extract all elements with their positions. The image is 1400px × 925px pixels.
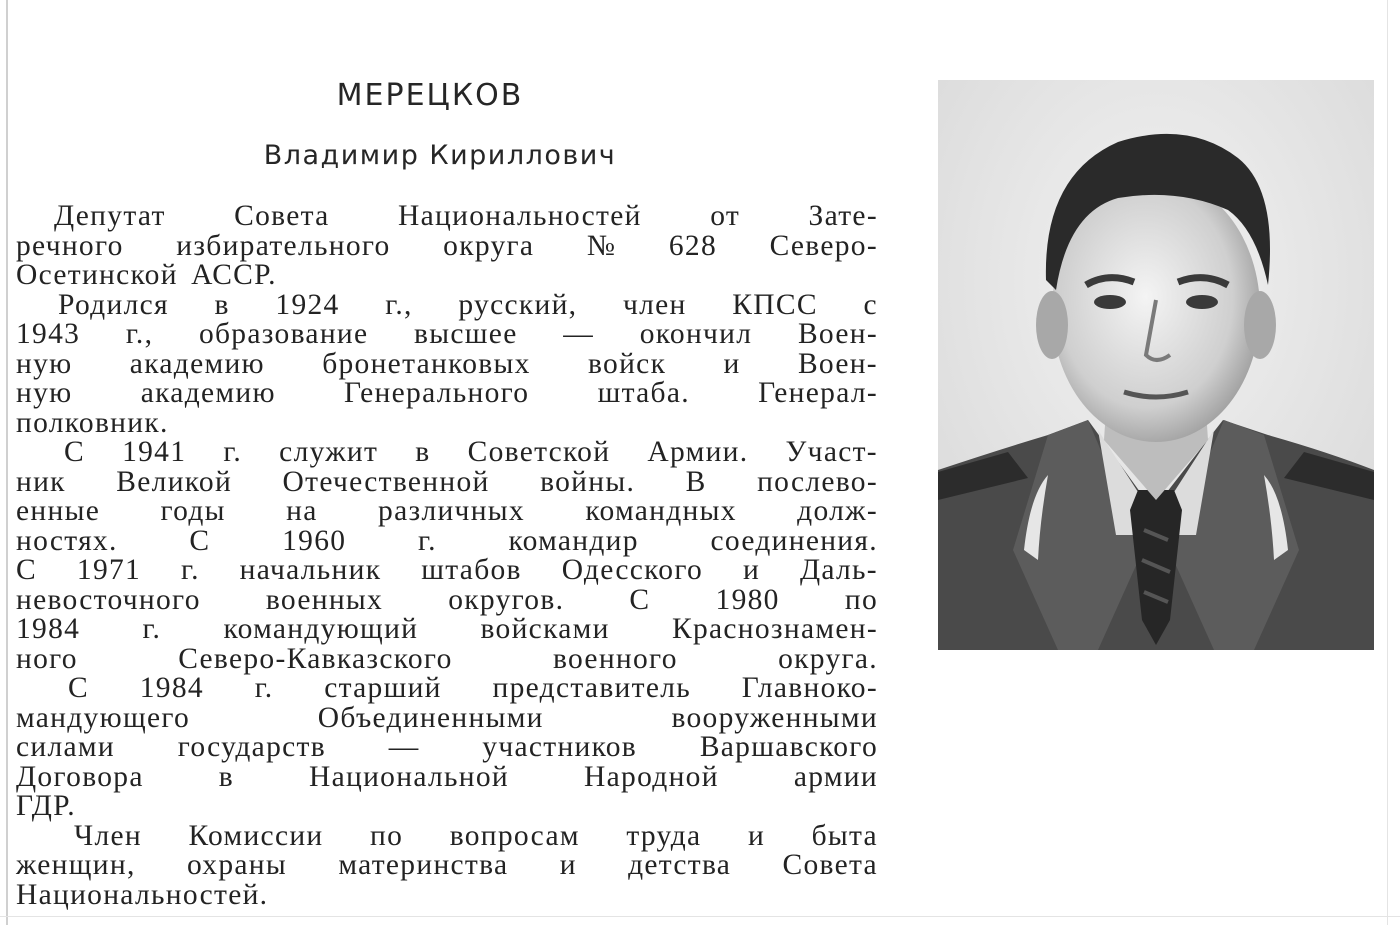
bio-word: охраны	[186, 849, 287, 881]
bio-word: государств	[177, 731, 326, 763]
bio-word: силами	[16, 731, 115, 763]
bio-word: на	[286, 495, 318, 527]
bio-word: материнства	[338, 849, 509, 881]
bio-word: 1960	[282, 524, 347, 557]
bio-line	[16, 202, 878, 232]
bio-word: Советской	[467, 436, 611, 468]
bio-word: армии	[793, 760, 878, 793]
bio-word: образование	[198, 318, 369, 350]
bio-line	[16, 760, 878, 793]
bio-word: Член	[74, 819, 142, 852]
bio-line	[16, 379, 878, 409]
bio-word: №	[586, 229, 617, 262]
bio-word: Комиссии	[188, 819, 324, 852]
bio-word: долж-	[797, 495, 878, 527]
bio-line	[16, 615, 878, 645]
bio-word: и	[559, 849, 577, 881]
bio-word: и	[747, 819, 766, 852]
scan-edge-right	[1387, 0, 1388, 925]
bio-word: Совета	[234, 200, 330, 232]
bio-word: командных	[585, 495, 737, 527]
bio-word: Воен-	[797, 347, 878, 380]
scan-edge-bottom	[0, 916, 1400, 917]
bio-word: невосточного	[16, 583, 201, 616]
bio-word: г.	[254, 672, 274, 704]
bio-word: штаба.	[597, 377, 690, 409]
bio-word: Краснознамен-	[671, 613, 878, 645]
bio-line	[16, 642, 878, 675]
bio-word: послево-	[757, 465, 878, 498]
bio-word: КПСС	[732, 288, 818, 321]
bio-line	[16, 320, 878, 350]
bio-word: по	[844, 583, 878, 616]
bio-line	[16, 733, 878, 763]
bio-word: годы	[160, 495, 226, 527]
bio-word: военного	[553, 642, 678, 675]
bio-word: Воен-	[797, 318, 878, 350]
bio-word: бронетанковых	[322, 347, 531, 380]
bio-word: с	[863, 288, 878, 321]
bio-word: 1941	[122, 436, 187, 468]
bio-word: быта	[811, 819, 878, 852]
bio-word: Совета	[782, 849, 878, 881]
bio-line	[16, 792, 878, 822]
bio-word: Народной	[584, 760, 719, 793]
bio-word: соединения.	[710, 524, 878, 557]
scan-edge-left	[6, 0, 8, 925]
bio-word: енные	[16, 495, 101, 527]
bio-word: С	[64, 436, 85, 468]
bio-word: войны.	[540, 465, 636, 498]
bio-word: Даль-	[799, 554, 878, 586]
bio-line	[16, 497, 878, 527]
bio-word: В	[685, 465, 707, 498]
bio-word: Участ-	[785, 436, 878, 468]
bio-word: Главноко-	[741, 672, 878, 704]
bio-word: г.	[223, 436, 243, 468]
bio-word: войск	[588, 347, 667, 380]
bio-line	[16, 556, 878, 586]
bio-word: и	[742, 554, 761, 586]
bio-word: г.,	[125, 318, 154, 350]
bio-word: ную	[16, 377, 73, 409]
bio-word: вопросам	[449, 819, 580, 852]
bio-word: начальник	[239, 554, 382, 586]
bio-word: С	[629, 583, 651, 616]
bio-line	[16, 438, 878, 468]
bio-word: 1984	[139, 672, 204, 704]
bio-word: Родился	[58, 288, 169, 321]
bio-line	[16, 674, 878, 704]
bio-word: командующий	[223, 613, 419, 645]
bio-word: 1924	[275, 288, 340, 321]
bio-word: Одесского	[561, 554, 704, 586]
bio-word: избирательного	[176, 229, 391, 262]
bio-word: округа.	[778, 642, 878, 675]
bio-word: по	[370, 819, 404, 852]
bio-word: академию	[129, 347, 265, 380]
bio-word: г.	[142, 613, 162, 645]
bio-word: 1980	[715, 583, 780, 616]
bio-line	[16, 347, 878, 380]
bio-word: округов.	[448, 583, 565, 616]
bio-word: и	[723, 347, 741, 380]
bio-word: окончил	[639, 318, 753, 350]
bio-word: ного	[16, 642, 78, 675]
bio-word: вооруженными	[671, 701, 878, 734]
bio-word: от	[710, 200, 741, 232]
bio-word: представитель	[492, 672, 691, 704]
bio-word: женщин,	[16, 849, 136, 881]
bio-word: штабов	[421, 554, 522, 586]
bio-line	[16, 261, 878, 291]
bio-word: речного	[16, 229, 124, 262]
bio-word: С	[16, 554, 37, 586]
bio-word: 1943	[16, 318, 81, 350]
bio-line	[16, 583, 878, 616]
bio-word: командир	[508, 524, 639, 557]
bio-line	[16, 878, 878, 911]
bio-word: полковник.	[16, 406, 169, 439]
bio-word: член	[623, 288, 687, 321]
bio-word: в	[218, 760, 234, 793]
bio-line	[16, 229, 878, 262]
bio-word: Осетинской	[16, 259, 178, 291]
bio-word: в	[214, 288, 230, 321]
portrait-illustration	[938, 80, 1374, 650]
bio-line	[16, 524, 878, 557]
biography-text	[16, 202, 878, 910]
bio-word: Генерального	[344, 377, 530, 409]
bio-word: детства	[628, 849, 732, 881]
bio-word: г.	[181, 554, 200, 586]
bio-word: старший	[324, 672, 442, 704]
bio-word: труда	[626, 819, 702, 852]
bio-line	[16, 465, 878, 498]
bio-word: Национальностей	[398, 200, 642, 232]
bio-line	[16, 701, 878, 734]
bio-word: Объединенными	[317, 701, 544, 734]
bio-word: высшее	[414, 318, 518, 350]
bio-word: в	[415, 436, 431, 468]
bio-word: Зате-	[808, 200, 878, 232]
bio-line	[16, 819, 878, 852]
bio-word: академию	[140, 377, 276, 409]
bio-word: 1984	[16, 613, 81, 645]
bio-word: ник	[16, 465, 66, 498]
bio-word: Национальной	[309, 760, 509, 793]
bio-word: различных	[378, 495, 525, 527]
bio-word: Генерал-	[758, 377, 878, 409]
bio-word: ГДР.	[16, 790, 76, 822]
bio-word: Отечественной	[282, 465, 490, 498]
bio-word: г.	[418, 524, 437, 557]
bio-word: Депутат	[54, 200, 166, 232]
bio-word: Северо-	[769, 229, 878, 262]
bio-word: войсками	[480, 613, 610, 645]
bio-word: округа	[443, 229, 535, 262]
bio-word: Договора	[16, 760, 144, 793]
bio-word: Северо-Кавказского	[178, 642, 453, 675]
bio-word: Варшавского	[699, 731, 878, 763]
given-names-heading: Владимир Кириллович	[263, 140, 617, 171]
bio-line	[16, 406, 878, 439]
bio-word: 1971	[76, 554, 142, 586]
bio-word: г.,	[385, 288, 413, 321]
bio-word: —	[388, 731, 420, 763]
bio-word: —	[563, 318, 595, 350]
bio-word: Армии.	[647, 436, 749, 468]
bio-line	[16, 288, 878, 321]
bio-word: ную	[16, 347, 73, 380]
bio-word: С	[68, 672, 89, 704]
bio-word: русский,	[458, 288, 578, 321]
bio-word: Великой	[116, 465, 233, 498]
bio-word: ностях.	[16, 524, 118, 557]
bio-word: 628	[668, 229, 718, 262]
bio-word: военных	[265, 583, 384, 616]
bio-word: участников	[482, 731, 638, 763]
portrait-photo	[938, 80, 1374, 650]
bio-word: АССР.	[191, 259, 277, 291]
bio-line	[16, 851, 878, 881]
bio-word: служит	[279, 436, 379, 468]
bio-word: мандующего	[16, 701, 191, 734]
bio-word: Национальностей.	[16, 878, 269, 911]
bio-word: С	[189, 524, 211, 557]
surname-heading: МЕРЕЦКОВ	[336, 78, 524, 113]
